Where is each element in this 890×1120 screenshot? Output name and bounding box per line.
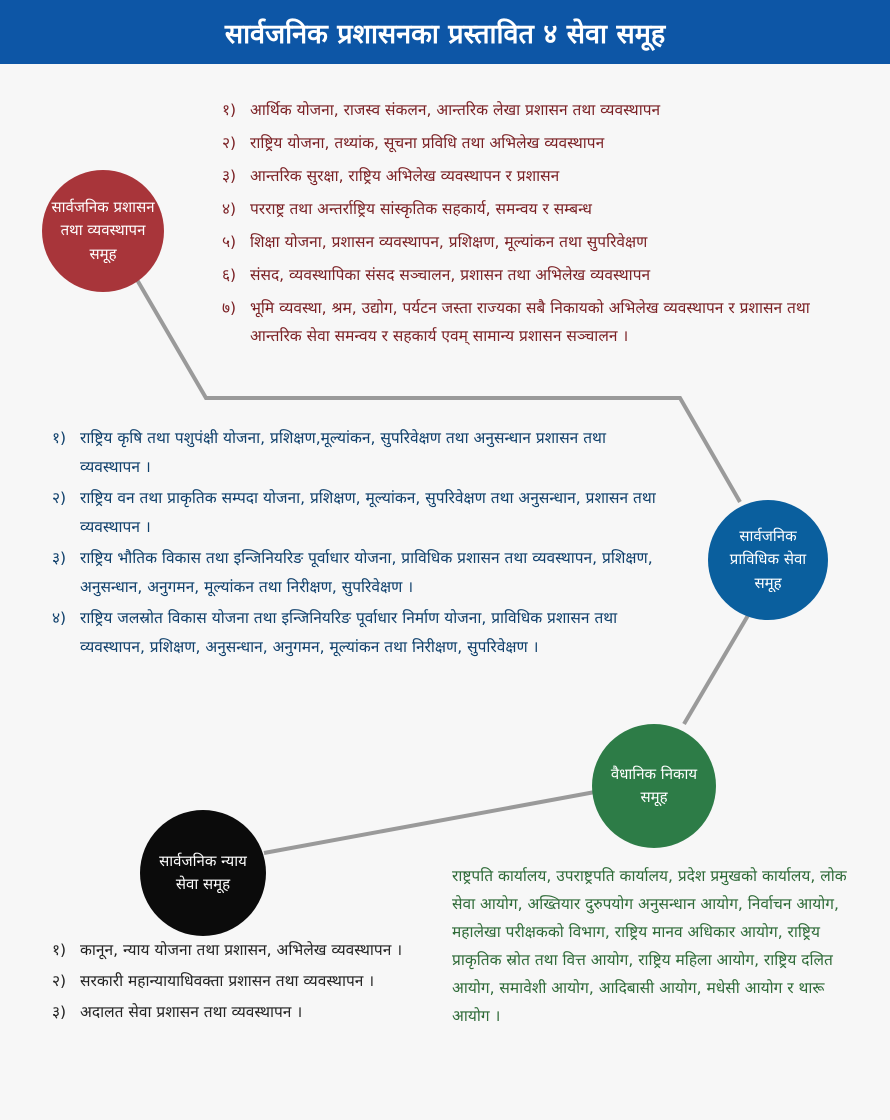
item-number: ३) <box>222 167 237 185</box>
page-title: सार्वजनिक प्रशासनका प्रस्तावित ४ सेवा समूह <box>224 18 666 50</box>
list-item <box>52 424 662 482</box>
list-item <box>52 998 407 1027</box>
constitutional-bodies-text: राष्ट्रपति कार्यालय, उपराष्ट्रपति कार्यालय, प्रदेश प्रमुखको कार्यालय, लोक सेवा आयोग, अख्तियार दुरुपयोग अनुसन्धान आयोग, निर्वाचन आयोग, महालेखा परीक्षकको विभाग, राष्ट्रिय मानव अधिकार आयोग, राष्ट्रिय प्राकृतिक स्रोत तथा वित्त आयोग, राष्ट्रिय महिला आयोग, राष्ट्रिय दलित आयोग, समावेशी आयोग, आदिबासी आयोग, मधेसी आयोग र थारू आयोग । <box>452 867 847 1025</box>
item-text: संसद, व्यवस्थापिका संसद सञ्चालन, प्रशासन तथा अभिलेख व्यवस्थापन <box>250 266 651 284</box>
constitutional-group-circle <box>592 724 716 848</box>
item-number: ३) <box>52 549 67 567</box>
item-number: २) <box>52 489 67 507</box>
constitutional-group-label: वैधानिक निकाय समूह <box>610 764 698 806</box>
item-text: सरकारी महान्यायाधिवक्ता प्रशासन तथा व्यवस्थापन । <box>80 972 375 990</box>
list-item <box>52 936 407 965</box>
list-item <box>222 96 822 124</box>
item-number: ३) <box>52 1003 67 1021</box>
list-item <box>222 294 822 350</box>
item-number: २) <box>222 134 237 152</box>
connector-line <box>264 792 595 853</box>
justice-group-label: सार्वजनिक न्याय सेवा समूह <box>159 851 247 893</box>
list-item <box>52 544 662 602</box>
management-group-label: सार्वजनिक प्रशासन तथा व्यवस्थापन समूह <box>51 198 155 263</box>
list-item <box>52 967 407 996</box>
item-text: राष्ट्रिय वन तथा प्राकृतिक सम्पदा योजना, प्रशिक्षण, मूल्यांकन, सुपरिवेक्षण तथा अनुसन्धान, प्रशासन तथा व्यवस्थापन । <box>80 489 656 536</box>
list-item <box>222 129 822 157</box>
item-text: आर्थिक योजना, राजस्व संकलन, आन्तरिक लेखा प्रशासन तथा व्यवस्थापन <box>250 101 661 119</box>
list-item <box>222 195 822 223</box>
technical-services-list <box>52 424 662 664</box>
item-number: ४) <box>52 609 67 627</box>
technical-group-circle <box>708 500 828 620</box>
management-group-circle <box>42 170 164 292</box>
connector-line <box>684 612 750 724</box>
item-text: आन्तरिक सुरक्षा, राष्ट्रिय अभिलेख व्यवस्थापन र प्रशासन <box>250 167 560 185</box>
list-item <box>52 484 662 542</box>
justice-services-list <box>52 936 407 1029</box>
item-text: राष्ट्रिय जलस्रोत विकास योजना तथा इन्जिनियरिङ पूर्वाधार निर्माण योजना, प्राविधिक प्रशासन तथा व्यवस्थापन, प्रशिक्षण, अनुसन्धान, अनुगमन, मूल्यांकन तथा निरीक्षण, सुपरिवेक्षण । <box>80 609 618 656</box>
item-text: परराष्ट्र तथा अन्तर्राष्ट्रिय सांस्कृतिक सहकार्य, समन्वय र सम्बन्ध <box>250 200 592 218</box>
list-item <box>222 228 822 256</box>
list-item <box>222 162 822 190</box>
item-text: राष्ट्रिय कृषि तथा पशुपंक्षी योजना, प्रशिक्षण,मूल्यांकन, सुपरिवेक्षण तथा अनुसन्धान प्रशासन तथा व्यवस्थापन । <box>80 429 606 476</box>
item-text: भूमि व्यवस्था, श्रम, उद्योग, पर्यटन जस्ता राज्यका सबै निकायको अभिलेख व्यवस्थापन र प्रशासन तथा आन्तरिक सेवा समन्वय र सहकार्य एवम् सामान्य प्रशासन सञ्चालन । <box>250 299 810 345</box>
item-number: ६) <box>222 266 237 284</box>
list-item <box>222 261 822 289</box>
item-text: राष्ट्रिय योजना, तथ्यांक, सूचना प्रविधि तथा अभिलेख व्यवस्थापन <box>250 134 605 152</box>
item-text: कानून, न्याय योजना तथा प्रशासन, अभिलेख व्यवस्थापन । <box>80 941 403 959</box>
item-number: २) <box>52 972 67 990</box>
item-number: १) <box>222 101 237 119</box>
item-number: १) <box>52 429 67 447</box>
justice-group-circle <box>140 810 266 936</box>
item-number: ५) <box>222 233 237 251</box>
item-number: ४) <box>222 200 237 218</box>
list-item <box>52 604 662 662</box>
item-text: शिक्षा योजना, प्रशासन व्यवस्थापन, प्रशिक्षण, मूल्यांकन तथा सुपरिवेक्षण <box>250 233 648 251</box>
item-number: ७) <box>222 299 237 317</box>
item-number: १) <box>52 941 67 959</box>
management-services-list <box>222 96 822 355</box>
technical-group-label: सार्वजनिक प्राविधिक सेवा समूह <box>729 527 807 592</box>
item-text: अदालत सेवा प्रशासन तथा व्यवस्थापन । <box>80 1003 303 1021</box>
item-text: राष्ट्रिय भौतिक विकास तथा इन्जिनियरिङ पूर्वाधार योजना, प्राविधिक प्रशासन तथा व्यवस्थापन, प्रशिक्षण, अनुसन्धान, अनुगमन, मूल्यांकन तथा निरीक्षण, सुपरिवेक्षण । <box>80 549 653 596</box>
